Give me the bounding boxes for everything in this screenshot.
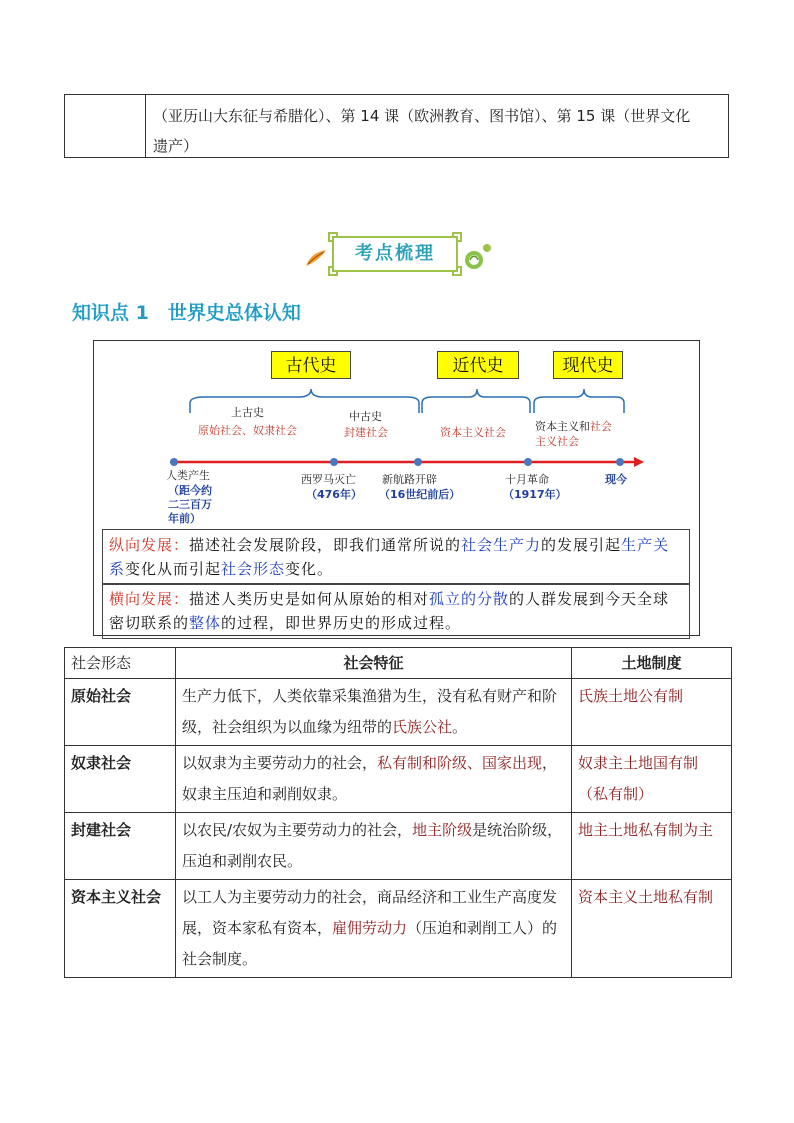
period-ancient-society: 原始社会、奴隶社会	[198, 424, 297, 437]
header-land-system: 土地制度	[572, 648, 732, 679]
timeline-arrow-icon	[634, 457, 644, 467]
horizontal-highlight-2: 整体	[189, 614, 222, 632]
feature-text-end: （压迫和剥削工人）的社会制度。	[182, 919, 558, 968]
horizontal-development-box	[102, 583, 690, 639]
era-contemporary: 现代史	[553, 351, 623, 379]
row-feature	[176, 813, 572, 880]
feature-highlight: 地主阶级	[412, 821, 473, 839]
feature-text-end: 。	[452, 718, 468, 736]
period-capitalist-society: 资本主义社会	[440, 426, 506, 439]
row-feature	[176, 679, 572, 746]
event-present: 现今	[605, 473, 627, 486]
feature-text-end: 是统治阶级，压迫和剥削农民。	[182, 821, 563, 870]
row-form: 奴隶社会	[65, 746, 176, 813]
feature-text: 生产力低下，人类依靠采集渔猎为生，没有私有财产和阶级，社会组织为以血缘为纽带的	[182, 687, 558, 736]
event-human-origin: 人类产生	[166, 469, 210, 482]
period-medieval-society: 封建社会	[344, 426, 388, 439]
row-form: 资本主义社会	[65, 880, 176, 978]
social-forms-table	[64, 647, 732, 978]
feature-text: 以奴隶为主要劳动力的社会，	[182, 754, 378, 772]
table-row	[65, 746, 732, 813]
period-ancient-name: 上古史	[231, 406, 264, 419]
section-banner	[300, 232, 496, 280]
feature-text-end: ，奴隶主压迫和剥削奴隶。	[182, 754, 558, 803]
feature-text: 以农民/农奴为主要劳动力的社会，	[182, 821, 413, 839]
row-land: 奴隶主土地国有制（私有制）	[572, 746, 732, 813]
timeline-dot	[524, 458, 532, 466]
horizontal-text-1: 描述人类历史是如何从原始的相对	[189, 590, 430, 608]
table-row	[65, 679, 732, 746]
table-cell-text	[153, 101, 722, 161]
table-row	[65, 880, 732, 978]
feature-highlight: 私有制和阶级、国家出现	[377, 754, 543, 772]
row-land: 资本主义土地私有制	[572, 880, 732, 978]
brace-modern	[422, 389, 530, 413]
row-land: 地主土地私有制为主	[572, 813, 732, 880]
event-october-revolution: 十月革命	[505, 473, 549, 486]
event-rome-fall-date: （476年）	[306, 488, 362, 501]
timeline-dot	[414, 458, 422, 466]
vertical-highlight-2: 生产关系	[109, 536, 670, 578]
period-contemporary-society	[535, 419, 612, 434]
continuation-table	[64, 94, 729, 158]
society-part-1: 资本主义和	[535, 420, 590, 433]
row-form: 原始社会	[65, 679, 176, 746]
brace-contemporary	[534, 389, 624, 413]
era-ancient: 古代史	[271, 351, 351, 379]
event-new-routes-date: （16世纪前后）	[379, 488, 461, 501]
timeline-dot	[616, 458, 624, 466]
event-human-origin-date-1: （距今约	[168, 484, 212, 497]
horizontal-highlight-1: 孤立的分散	[429, 590, 510, 608]
event-rome-fall: 西罗马灭亡	[301, 473, 356, 486]
header-social-form: 社会形态	[65, 648, 176, 679]
event-human-origin-date-2: 二三百万	[168, 498, 212, 511]
knowledge-point-title: 知识点 1 世界史总体认知	[72, 302, 301, 324]
vertical-term: 纵向发展：	[109, 536, 190, 554]
row-land: 氏族土地公有制	[572, 679, 732, 746]
vertical-text-3: 变化从而引起	[125, 560, 222, 578]
row-form: 封建社会	[65, 813, 176, 880]
period-medieval-name: 中古史	[349, 410, 382, 423]
timeline-dot	[330, 458, 338, 466]
vertical-text-2: 的发展引起	[541, 536, 622, 554]
horizontal-term: 横向发展：	[109, 590, 190, 608]
horizontal-text-3: 的过程，即世界历史的形成过程。	[221, 614, 462, 632]
table-column-divider	[145, 95, 146, 157]
vertical-development-box	[102, 529, 690, 585]
world-history-diagram	[93, 340, 700, 636]
society-part-2: 社会	[590, 420, 612, 433]
header-social-features: 社会特征	[176, 648, 572, 679]
banner-title: 考点梳理	[332, 236, 458, 272]
era-modern: 近代史	[437, 351, 519, 379]
feature-highlight: 雇佣劳动力	[332, 919, 408, 937]
event-october-revolution-date: （1917年）	[503, 488, 567, 501]
horizontal-text-2: 的人群发展到今天全球密切联系的	[109, 590, 670, 632]
row-feature	[176, 880, 572, 978]
feature-highlight: 氏族公社	[392, 718, 453, 736]
brace-ancient	[190, 389, 419, 413]
event-new-routes: 新航路开辟	[382, 473, 437, 486]
vertical-highlight-3: 社会形态	[221, 560, 286, 578]
table-row	[65, 813, 732, 880]
vertical-highlight-1: 社会生产力	[461, 536, 542, 554]
row-feature	[176, 746, 572, 813]
sprout-icon	[460, 238, 494, 272]
vertical-text-4: 变化。	[285, 560, 334, 578]
timeline-dot	[170, 458, 178, 466]
cell-line-2: 遗产）	[153, 137, 199, 155]
leaf-icon	[304, 246, 328, 270]
feature-text: 以工人为主要劳动力的社会，商品经济和工业生产高度发展，资本家私有资本，	[182, 888, 558, 937]
table-header-row	[65, 648, 732, 679]
period-contemporary-society-line2: 主义社会	[535, 435, 579, 448]
cell-line-1: （亚历山大东征与希腊化）、第 14 课（欧洲教育、图书馆）、第 15 课（世界文化	[153, 107, 691, 125]
vertical-text-1: 描述社会发展阶段，即我们通常所说的	[189, 536, 462, 554]
event-human-origin-date-3: 年前）	[168, 512, 201, 525]
